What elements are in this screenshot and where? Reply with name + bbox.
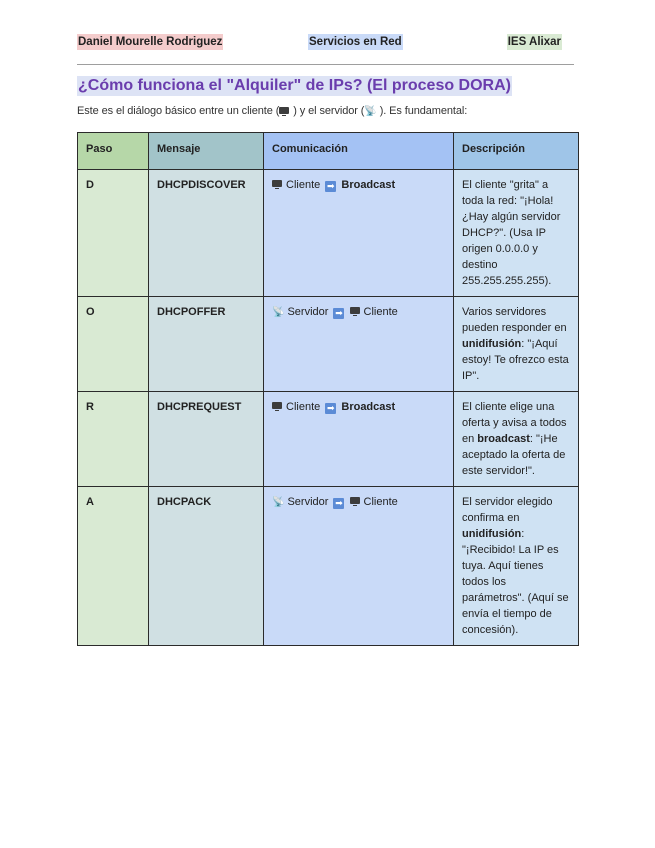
table-row <box>78 487 579 646</box>
column-header-comunicacion: Comunicación <box>264 133 454 170</box>
antenna-icon: 📡 <box>272 497 285 508</box>
comm-to: Cliente <box>363 496 398 508</box>
header-divider <box>77 64 574 65</box>
desc-text: Varios servidores pueden responder en <box>462 306 567 334</box>
monitor-icon <box>350 497 360 504</box>
step-cell: A <box>78 487 149 646</box>
desc-text: : "¡Aquí estoy! Te ofrezco esta IP". <box>462 338 569 382</box>
arrow-right-icon: ➡ <box>335 308 343 318</box>
antenna-icon: 📡 <box>364 106 377 117</box>
comm-from: Servidor <box>287 306 329 318</box>
comm-to: Broadcast <box>341 179 396 191</box>
comm-from: Servidor <box>287 496 329 508</box>
column-header-descripcion: Descripción <box>454 133 579 170</box>
communication-cell <box>264 170 454 297</box>
monitor-icon <box>350 307 360 314</box>
comm-from: Cliente <box>286 179 321 191</box>
desc-bold: unidifusión <box>462 528 522 540</box>
comm-to: Cliente <box>363 306 398 318</box>
desc-bold: unidifusión <box>462 338 522 350</box>
dora-table <box>77 132 579 646</box>
header-author: Daniel Mourelle Rodriguez <box>78 36 223 48</box>
message-cell: DHCPREQUEST <box>149 392 264 487</box>
description-cell <box>454 487 579 646</box>
step-cell: D <box>78 170 149 297</box>
table-row <box>78 170 579 297</box>
comm-to: Broadcast <box>341 401 396 413</box>
intro-text-2: ) y el servidor ( <box>293 105 365 117</box>
step-cell: O <box>78 297 149 392</box>
comm-from: Cliente <box>286 401 321 413</box>
table-row <box>78 297 579 392</box>
intro-paragraph <box>77 104 597 119</box>
description-cell: El cliente "grita" a toda la red: "¡Hola! ¿Hay algún servidor DHCP?". (Usa IP origen 0.0.0.0 y destino 255.255.255.255). <box>454 170 579 297</box>
column-header-mensaje: Mensaje <box>149 133 264 170</box>
communication-cell <box>264 487 454 646</box>
communication-cell <box>264 392 454 487</box>
header-subject: Servicios en Red <box>309 36 402 48</box>
arrow-right-icon: ➡ <box>327 403 335 413</box>
desc-text: : "¡Recibido! La IP es tuya. Aquí tienes todos los parámetros". (Aquí se envía el tiempo de concesión). <box>462 528 569 636</box>
table-row <box>78 392 579 487</box>
message-cell: DHCPACK <box>149 487 264 646</box>
desc-text: : "¡He aceptado la oferta de este servidor!". <box>462 433 566 477</box>
intro-text-3: ). Es fundamental: <box>379 105 468 117</box>
description-cell <box>454 392 579 487</box>
monitor-icon <box>272 402 282 409</box>
intro-text-1: Este es el diálogo básico entre un cliente ( <box>77 105 280 117</box>
communication-cell <box>264 297 454 392</box>
header-school: IES Alixar <box>507 36 561 48</box>
message-cell: DHCPDISCOVER <box>149 170 264 297</box>
arrow-right-icon: ➡ <box>327 181 335 191</box>
monitor-icon <box>272 180 282 187</box>
page-header <box>77 34 578 50</box>
column-header-paso: Paso <box>78 133 149 170</box>
desc-text: El servidor elegido confirma en <box>462 496 553 524</box>
arrow-right-icon: ➡ <box>335 498 343 508</box>
desc-text: El cliente elige una oferta y avisa a todos en <box>462 401 567 445</box>
antenna-icon: 📡 <box>272 307 285 318</box>
description-cell <box>454 297 579 392</box>
step-cell: R <box>78 392 149 487</box>
table-header-row <box>78 133 579 170</box>
desc-bold: broadcast <box>477 433 530 445</box>
message-cell: DHCPOFFER <box>149 297 264 392</box>
section-title: ¿Cómo funciona el "Alquiler" de IPs? (El proceso DORA) <box>78 77 511 94</box>
monitor-icon <box>279 107 289 114</box>
